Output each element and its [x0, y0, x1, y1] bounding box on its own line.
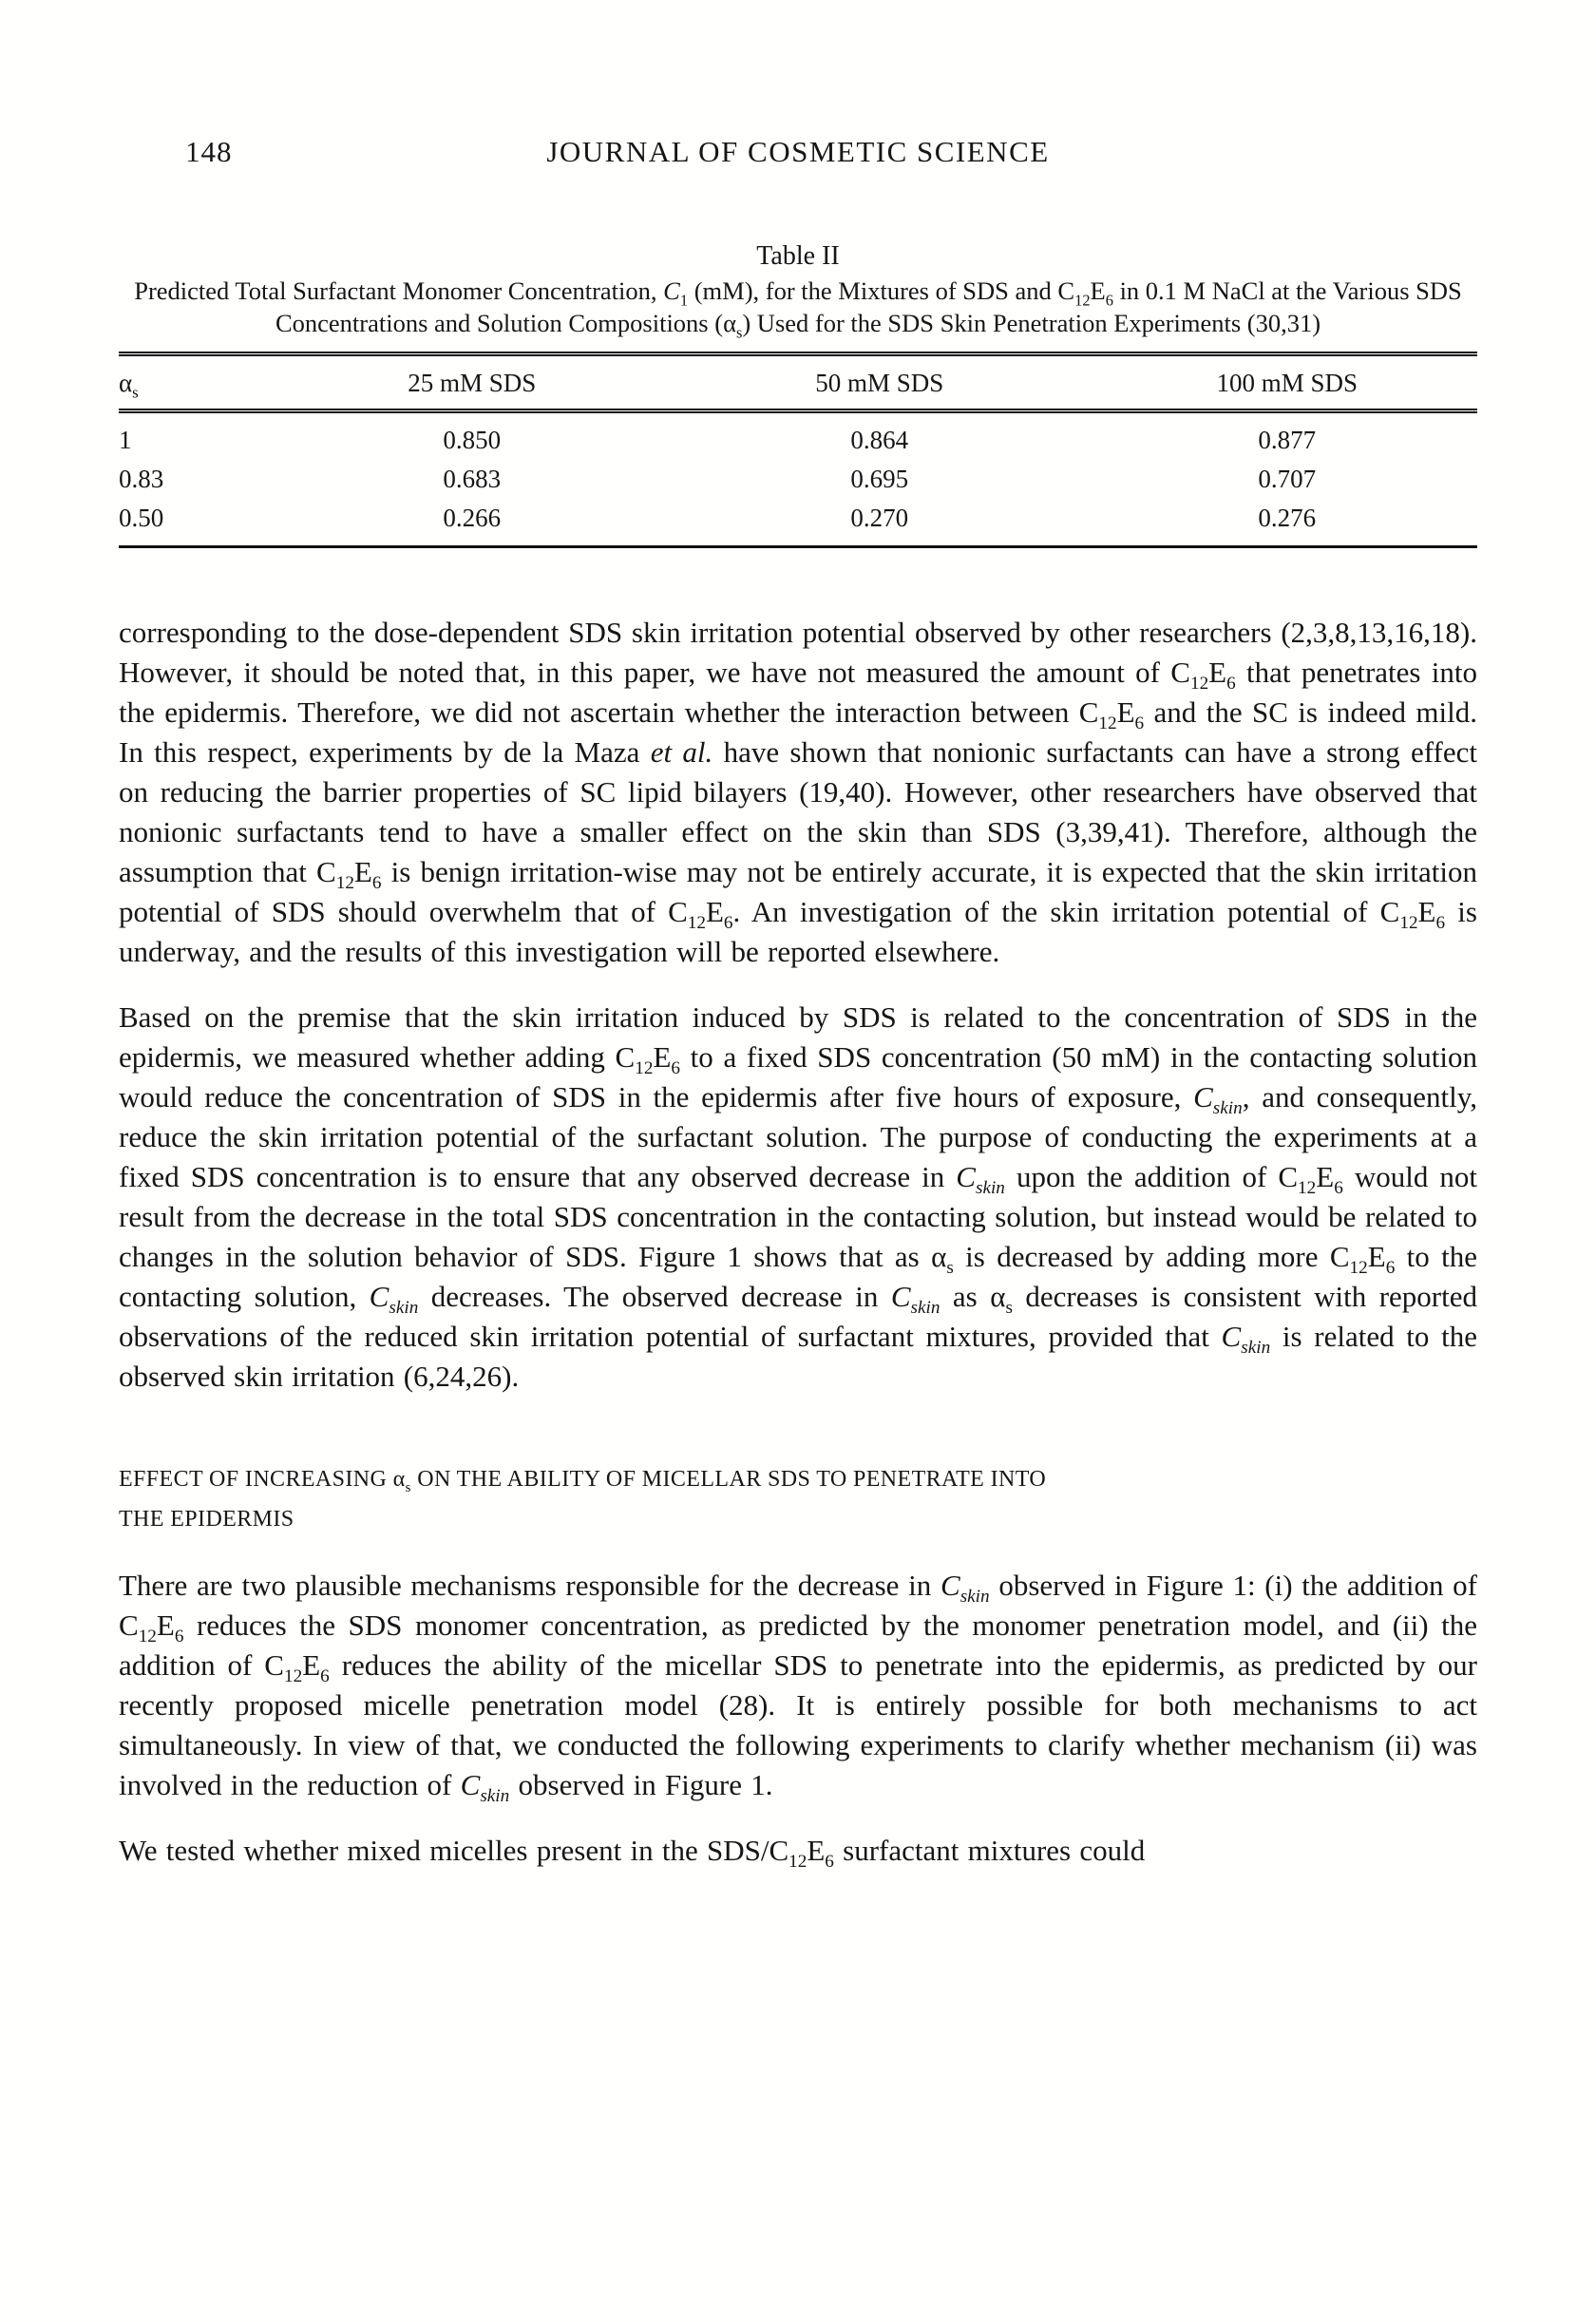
table-title: Table II	[756, 241, 840, 271]
section-heading	[119, 1459, 1477, 1539]
cell-value: 0.683	[443, 465, 502, 493]
section-heading-line2: THE EPIDERMIS	[119, 1507, 294, 1532]
table-row	[119, 460, 1477, 499]
col-header-alpha-s: $\alpha_s$	[119, 354, 282, 411]
journal-title: JOURNAL OF COSMETIC SCIENCE	[546, 135, 1050, 168]
table-row	[119, 411, 1477, 461]
paragraph-discussion-1: corresponding to the dose-dependent SDS skin irritation potential observed by other researchers (2,3,8,13,16,18). However, it should be noted that, in this paper, we have not measured the amount of $C_{12}E_6$ that penetrates into the epidermis. Therefore, we did not ascertain whether the interaction between $C_{12}E_6$ and the SC is indeed mild. In this respect, experiments by de la Maza et al. have shown that nonionic surfactants can have a strong effect on reducing the barrier properties of SC lipid bilayers (19,40). However, other researchers have observed that nonionic surfactants tend to have a smaller effect on the skin than SDS (3,39,41). Therefore, although the assumption that $C_{12}E_6$ is benign irritation-wise may not be entirely accurate, it is expected that the skin irritation potential of SDS should overwhelm that of $C_{12}E_6$. An investigation of the skin irritation potential of $C_{12}E_6$ is underway, and the results of this investigation will be reported elsewhere.	[119, 616, 1477, 968]
cell-alpha: 1	[119, 426, 132, 454]
cell-alpha: 0.83	[119, 465, 164, 493]
cell-alpha: 0.50	[119, 504, 164, 532]
cell-value: 0.266	[443, 504, 502, 532]
paragraph-discussion-2: Based on the premise that the skin irritation induced by SDS is related to the concentration of SDS in the epidermis, we measured whether adding $C_{12}E_6$ to a fixed SDS concentration (50 mM) in the contacting solution would reduce the concentration of SDS in the epidermis after five hours of exposure, $C_{skin}$, and consequently, reduce the skin irritation potential of the surfactant solution. The purpose of conducting the experiments at a fixed SDS concentration is to ensure that any observed decrease in $C_{skin}$ upon the addition of $C_{12}E_6$ would not result from the decrease in the total SDS concentration in the contacting solution, but instead would be related to changes in the solution behavior of SDS. Figure 1 shows that as $\alpha_s$ is decreased by adding more $C_{12}E_6$ to the contacting solution, $C_{skin}$ decreases. The observed decrease in $C_{skin}$ as $\alpha_s$ decreases is consistent with reported observations of the reduced skin irritation potential of surfactant mixtures, provided that $C_{skin}$ is related to the observed skin irritation (6,24,26).	[119, 1000, 1478, 1393]
page-header	[119, 135, 1477, 175]
cell-value: 0.276	[1258, 504, 1317, 532]
cell-value: 0.850	[443, 426, 502, 454]
cell-value: 0.864	[850, 426, 909, 454]
cell-value: 0.695	[850, 465, 909, 493]
surfactant-concentration-table	[119, 352, 1477, 548]
table-header-row	[119, 354, 1477, 411]
cell-value: 0.877	[1258, 426, 1317, 454]
col-header-25mm-sds: 25 mM SDS	[282, 354, 662, 411]
table-row	[119, 499, 1477, 547]
page-number: 148	[185, 135, 233, 168]
col-header-50mm-sds: 50 mM SDS	[662, 354, 1097, 411]
paragraph-mechanisms: There are two plausible mechanisms responsible for the decrease in $C_{skin}$ observed in Figure 1: (i) the addition of $C_{12}E_6$ reduces the SDS monomer concentration, as predicted by the monomer penetration model, and (ii) the addition of $C_{12}E_6$ reduces the ability of the micellar SDS to penetrate into the epidermis, as predicted by our recently proposed micelle penetration model (28). It is entirely possible for both mechanisms to act simultaneously. In view of that, we conducted the following experiments to clarify whether mechanism (ii) was involved in the reduction of $C_{skin}$ observed in Figure 1.	[119, 1569, 1478, 1807]
col-header-100mm-sds: 100 mM SDS	[1097, 354, 1477, 411]
table-block	[119, 241, 1477, 548]
article-body	[119, 613, 1477, 1871]
cell-value: 0.707	[1258, 465, 1317, 493]
cell-value: 0.270	[850, 504, 909, 532]
table-body	[119, 411, 1477, 547]
paragraph-last-partial: We tested whether mixed micelles present in the SDS/$C_{12}E_6$ surfactant mixtures could	[119, 1834, 1146, 1873]
section-heading-line1: EFFECT OF INCREASING $\alpha_s$ ON THE ABILITY OF MICELLAR SDS TO PENETRATE INTO	[119, 1467, 1047, 1495]
table-caption: Predicted Total Surfactant Monomer Concentration, $C_1$ (mM), for the Mixtures of SDS and $C_{12}E_6$ in 0.1 M NaCl at the Various SDS Concentrations and Solution Compositions $(\alpha_s)$ Used for the SDS Skin Penetration Experiments (30,31)	[134, 276, 1462, 342]
table-head	[119, 354, 1477, 411]
